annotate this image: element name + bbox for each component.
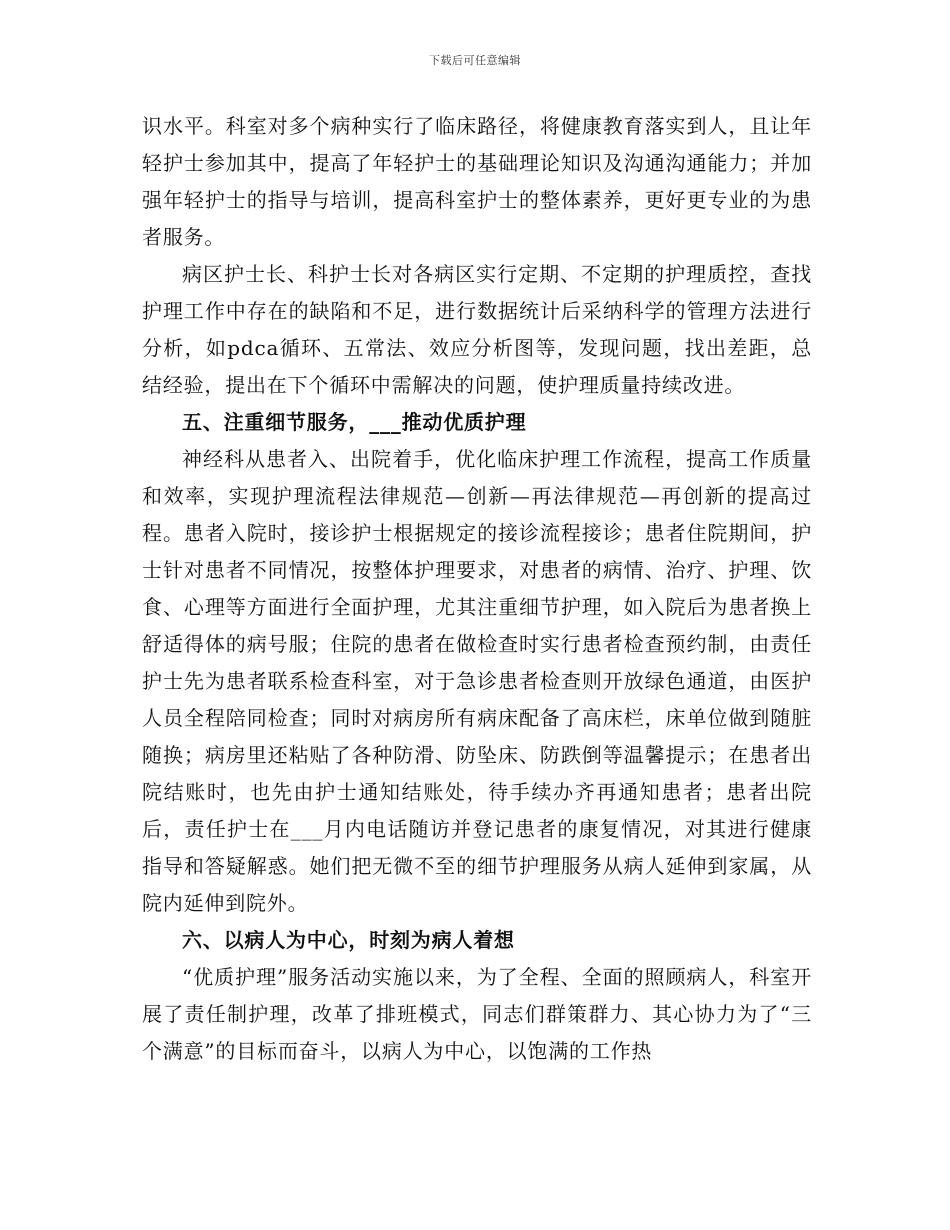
paragraph-patient-centered: “优质护理”服务活动实施以来，为了全程、全面的照顾病人，科室开展了责任制护理，改革了排班模式，同志们群策群力、其心协力为了“三个满意”的目标而奋斗，以病人为中心，以饱满的工作热: [142, 965, 812, 1063]
paragraph-continuation: 识水平。科室对多个病种实行了临床路径，将健康教育落实到人，且让年轻护士参加其中，提高了年轻护士的基础理论知识及沟通沟通能力；并加强年轻护士的指导与培训，提高科室护士的整体素养，更好更专业的为患者服务。: [142, 114, 812, 249]
document-body: [142, 108, 812, 1070]
section-heading-five: 五、注重细节服务，___推动优质护理: [182, 410, 527, 434]
page-header: 下载后可任意编辑: [429, 54, 521, 67]
section-heading-six: 六、以病人为中心，时刻为病人着想: [182, 928, 515, 952]
paragraph-quality-control: 病区护士长、科护士长对各病区实行定期、不定期的护理质控，查找护理工作中存在的缺陷和不足，进行数据统计后采纳科学的管理方法进行分析，如pdca循环、五常法、效应分析图等，发现问题，找出差距，总结经验，提出在下个循环中需解决的问题，使护理质量持续改进。: [142, 262, 812, 397]
paragraph-detail-service: 神经科从患者入、出院着手，优化临床护理工作流程，提高工作质量和效率，实现护理流程法律规范—创新—再法律规范—再创新的提高过程。患者入院时，接诊护士根据规定的接诊流程接诊；患者住院期间，护士针对患者不同情况，按整体护理要求，对患者的病情、治疗、护理、饮食、心理等方面进行全面护理，尤其注重细节护理，如入院后为患者换上舒适得体的病号服；住院的患者在做检查时实行患者检查预约制，由责任护士先为患者联系检查科室，对于急诊患者检查则开放绿色通道，由医护人员全程陪同检查；同时对病房所有病床配备了高床栏，床单位做到随脏随换；病房里还粘贴了各种防滑、防坠床、防跌倒等温馨提示；在患者出院结账时，也先由护士通知结账处，待手续办齐再通知患者；患者出院后，责任护士在___月内电话随访并登记患者的康复情况，对其进行健康指导和答疑解惑。她们把无微不至的细节护理服务从病人延伸到家属，从院内延伸到院外。: [142, 447, 812, 915]
